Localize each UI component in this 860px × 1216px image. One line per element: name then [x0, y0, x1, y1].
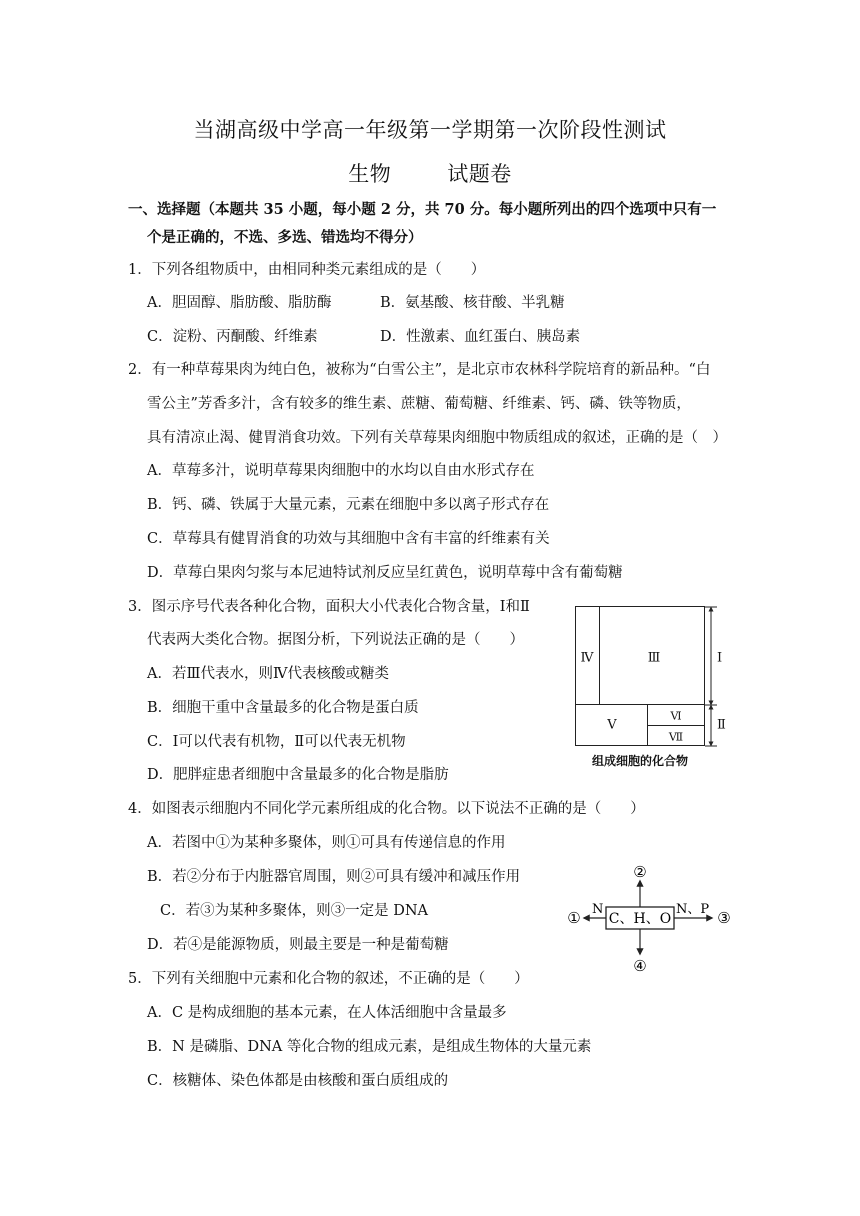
compound-area-figure [575, 606, 725, 768]
node-2: ② [633, 863, 647, 881]
center-label: C、H、O [608, 911, 672, 927]
q3-stem-line2: 代表两大类化合物。据图分析，下列说法正确的是（ ） [147, 632, 524, 648]
label-iii: Ⅲ [647, 650, 661, 666]
node-4: ④ [633, 957, 647, 975]
q2-stem-line2: 雪公主”芳香多汁，含有较多的维生素、蔗糖、葡萄糖、纤维素、钙、磷、铁等物质， [147, 396, 691, 412]
q5-stem: 5．下列有关细胞中元素和化合物的叙述，不正确的是（ ） [128, 971, 529, 987]
q1-option-d: D．性激素、血红蛋白、胰岛素 [380, 329, 581, 345]
label-iv: Ⅳ [580, 650, 594, 666]
section-heading-line2: 个是正确的，不选、多选、错选均不得分） [147, 229, 423, 246]
label-ii: Ⅱ [717, 717, 726, 733]
q1-option-a: A．胆固醇、脂肪酸、脂肪酶 [147, 295, 332, 311]
figure-caption: 组成细胞的化合物 [591, 754, 688, 768]
q3-option-b: B．细胞干重中含量最多的化合物是蛋白质 [147, 700, 419, 716]
q4-option-d: D．若④是能源物质，则最主要是一种是葡萄糖 [147, 937, 449, 953]
q3-option-d: D．肥胖症患者细胞中含量最多的化合物是脂肪 [147, 767, 449, 783]
exam-subtitle [0, 158, 860, 188]
q2-option-a: A．草莓多汁，说明草莓果肉细胞中的水均以自由水形式存在 [147, 463, 535, 479]
q1-option-c: C．淀粉、丙酮酸、纤维素 [147, 329, 318, 345]
q4-option-a: A．若图中①为某种多聚体，则①可具有传递信息的作用 [147, 835, 506, 851]
label-i: Ⅰ [717, 650, 723, 666]
element-compound-diagram [562, 860, 742, 980]
label-vi: Ⅵ [670, 709, 682, 723]
q5-option-c: C．核糖体、染色体都是由核酸和蛋白质组成的 [147, 1073, 449, 1089]
q3-stem-line1: 3．图示序号代表各种化合物，面积大小代表化合物含量，Ⅰ和Ⅱ [128, 599, 530, 615]
q2-option-b: B．钙、磷、铁属于大量元素，元素在细胞中多以离子形式存在 [147, 497, 550, 513]
exam-title: 当湖高级中学高一年级第一学期第一次阶段性测试 [193, 118, 667, 142]
q4-option-c: C．若③为某种多聚体，则③一定是 DNA [160, 903, 428, 919]
q3-option-a: A．若Ⅲ代表水，则Ⅳ代表核酸或糖类 [147, 666, 389, 682]
label-v: Ⅴ [607, 717, 617, 733]
section-heading-line1: 一、选择题（本题共 35 小题，每小题 2 分，共 70 分。每小题所列出的四个选项中只有一 [128, 201, 717, 218]
node-1: ① [567, 909, 581, 927]
node-3: ③ [717, 909, 731, 927]
q2-stem-line3: 具有清凉止渴、健胃消食功效。下列有关草莓果肉细胞中物质组成的叙述，正确的是（ ） [147, 430, 727, 446]
q2-stem-line1: 2．有一种草莓果肉为纯白色，被称为“白雪公主”，是北京市农林科学院培育的新品种。“白 [128, 362, 711, 378]
q1-option-b: B．氨基酸、核苷酸、半乳糖 [380, 295, 565, 311]
left-element-label: N [592, 902, 604, 917]
q1-stem: 1．下列各组物质中，由相同种类元素组成的是（ ） [128, 262, 486, 278]
right-element-label: N、P [676, 902, 710, 917]
paper-label: 试题卷 [447, 162, 512, 186]
label-vii: Ⅶ [668, 730, 684, 744]
subject-label: 生物 [348, 162, 392, 186]
q2-option-c: C．草莓具有健胃消食的功效与其细胞中含有丰富的纤维素有关 [147, 531, 550, 547]
q4-stem: 4．如图表示细胞内不同化学元素所组成的化合物。以下说法不正确的是（ ） [128, 801, 645, 817]
q5-option-a: A．C 是构成细胞的基本元素，在人体活细胞中含量最多 [147, 1005, 507, 1021]
q2-option-d: D．草莓白果肉匀浆与本尼迪特试剂反应呈红黄色，说明草莓中含有葡萄糖 [147, 565, 623, 581]
q5-option-b: B．N 是磷脂、DNA 等化合物的组成元素，是组成生物体的大量元素 [147, 1039, 592, 1055]
q3-option-c: C．Ⅰ可以代表有机物，Ⅱ可以代表无机物 [147, 734, 406, 750]
q4-option-b: B．若②分布于内脏器官周围，则②可具有缓冲和减压作用 [147, 869, 521, 885]
